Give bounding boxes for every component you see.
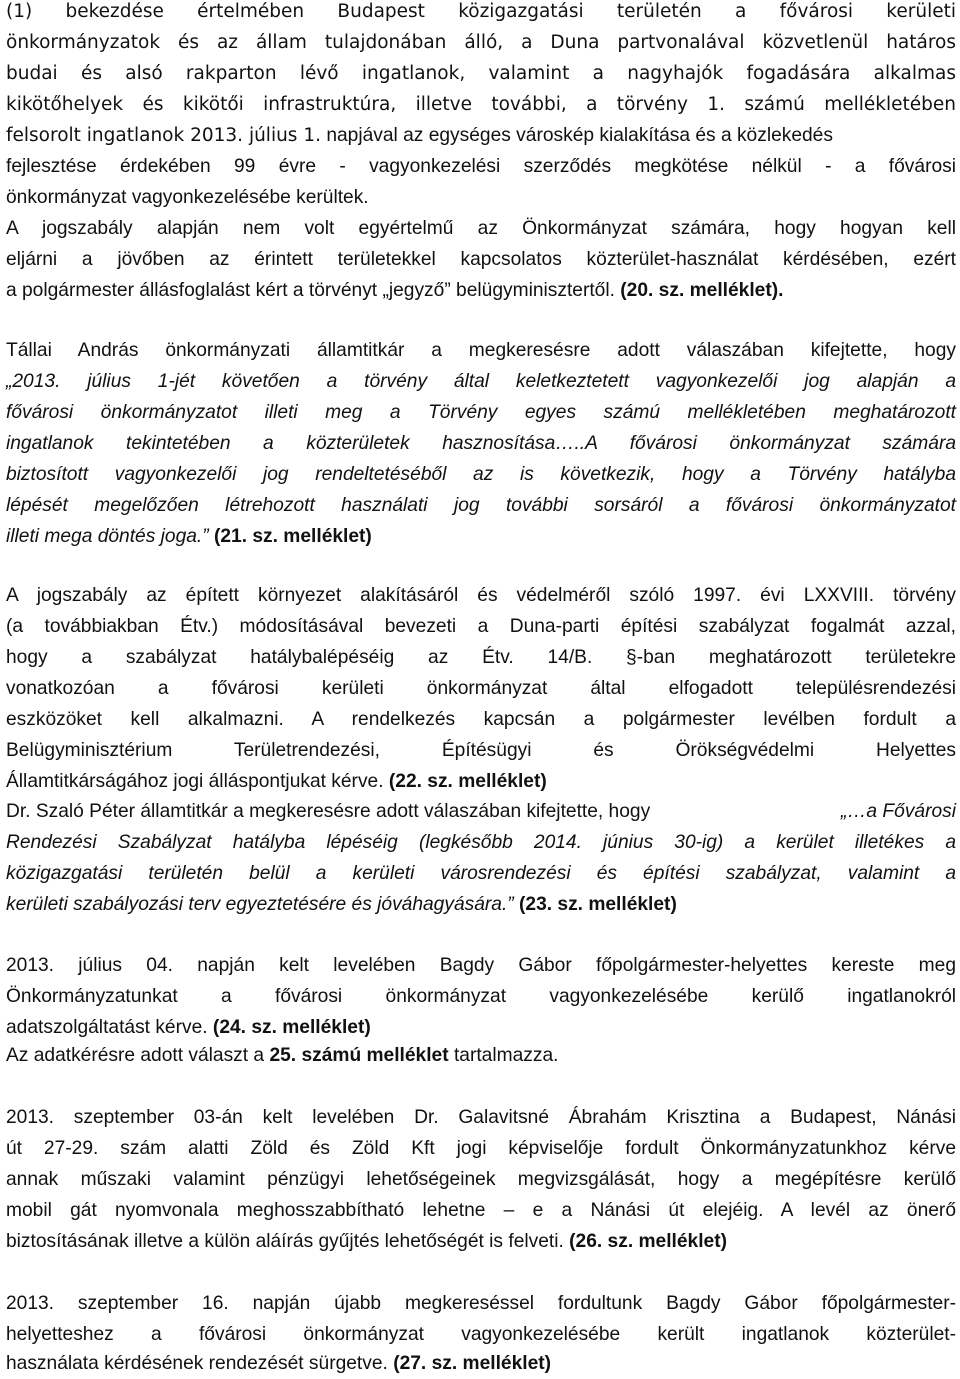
paragraph-7-line-1: 2013. szeptember 03-án kelt levelében Dr. Galavitsné Ábrahám Krisztina a Budapest, Nánási [6,1107,956,1128]
paragraph-1-line-4: kikötőhelyek és kikötői infrastruktúra, illetve további, a törvény 1. számú mellékletében [6,94,956,115]
paragraph-2-line-3-text: a polgármester állásfoglalást kért a törvényt „jegyző” belügyminisztertől. [6,280,615,301]
paragraph-4-line-3: hogy a szabályzat hatálybalépéséig az Étv. 14/B. §-ban meghatározott területekre [6,647,956,668]
paragraph-5-line-1-text: Dr. Szaló Péter államtitkár a megkeresésre adott válaszában kifejtette, hogy [6,801,651,822]
paragraph-3-line-3: fővárosi önkormányzatot illeti meg a Törvény egyes számú mellékletében meghatározott [6,402,956,423]
paragraph-3-line-4: ingatlanok tekintetében a közterületek hasznosítása…..A fővárosi önkormányzat számára [6,433,956,454]
paragraph-3-line-6: lépését megelőzően létrehozott használati jog további sorsáról a fővárosi önkormányzatot [6,495,956,516]
paragraph-6-line-1: 2013. július 04. napján kelt levelében Bagdy Gábor főpolgármester-helyettes kereste meg [6,955,956,976]
paragraph-6-line-4-end: tartalmazza. [448,1045,559,1066]
paragraph-8-line-1: 2013. szeptember 16. napján újabb megkereséssel fordultunk Bagdy Gábor főpolgármester- [6,1293,956,1314]
annex-reference-26: (26. sz. melléklet) [563,1231,727,1252]
paragraph-4-line-4: vonatkozóan a fővárosi kerületi önkormányzat által elfogadott településrendezési [6,678,956,699]
paragraph-4-line-5: eszközöket kell alkalmazni. A rendelkezés kapcsán a polgármester levélben fordult a [6,709,956,730]
paragraph-4-line-1: A jogszabály az épített környezet alakításáról és védelméről szóló 1997. évi LXXVIII. törvény [6,585,956,606]
paragraph-2-line-1: A jogszabály alapján nem volt egyértelmű az Önkormányzat számára, hogy hogyan kell [6,218,956,239]
paragraph-2-line-2: eljárni a jövőben az érintett területekkel kapcsolatos közterület-használat kérdésében, ezért [6,249,956,270]
annex-reference-20: (20. sz. melléklet). [614,280,784,301]
paragraph-7-line-5 [6,1227,956,1257]
paragraph-4-line-7 [6,767,956,797]
paragraph-6-line-4 [6,1041,956,1071]
paragraph-3-line-5: biztosított vagyonkezelői jog rendeltetéséből az is következik, hogy a Törvény hatályba [6,464,956,485]
annex-reference-27: (27. sz. melléklet) [387,1353,552,1374]
paragraph-1-line-6: fejlesztése érdekében 99 évre - vagyonkezelési szerződés megkötése nélkül - a fővárosi [6,156,956,177]
annex-reference-23: (23. sz. melléklet) [513,894,677,915]
paragraph-1-line-5-end: napjával az egységes városkép kialakítása és a közlekedés [320,125,833,146]
paragraph-1-line-2: önkormányzatok és az állam tulajdonában álló, a Duna partvonalával közvetlenül határos [6,32,956,53]
paragraph-7-line-2: út 27-29. szám alatti Zöld és Zöld Kft jogi képviselője fordult Önkormányzatunkhoz kérve [6,1138,956,1159]
paragraph-8-line-3 [6,1349,956,1379]
paragraph-1-line-3: budai és alsó rakparton lévő ingatlanok, valamint a nagyhajók fogadására alkalmas [6,63,956,84]
annex-reference-22: (22. sz. melléklet) [383,771,547,792]
paragraph-1-line-1: (1) bekezdése értelmében Budapest közigazgatási területén a fővárosi kerületi [6,1,956,22]
paragraph-6-line-3-text: adatszolgáltatást kérve. [6,1017,208,1038]
paragraph-4-line-6: Belügyminisztérium Területrendezési, Építésügyi és Örökségvédelmi Helyettes [6,740,956,761]
annex-reference-25: 25. számú melléklet [269,1045,449,1066]
paragraph-5-line-4 [6,890,956,920]
paragraph-5-line-2: Rendezési Szabályzat hatályba lépéséig (legkésőbb 2014. június 30-ig) a kerület illetékes a [6,832,956,853]
paragraph-8-line-2: helyetteshez a fővárosi önkormányzat vagyonkezelésébe került ingatlanok közterület- [6,1324,956,1345]
paragraph-7-line-3: annak műszaki valamint pénzügyi lehetőségeinek megvizsgálását, hogy a megépítésre kerülő [6,1169,956,1190]
quote-start: „…a Fővárosi [840,801,956,822]
paragraph-8-line-3-text: használata kérdésének rendezését sürgetve. [6,1353,388,1374]
quote-end: illeti mega döntés joga.” [6,526,209,547]
paragraph-5-line-1 [6,797,956,827]
paragraph-4-line-7-text: Államtitkárságához jogi álláspontjukat kérve. [6,771,384,792]
paragraph-3-line-7 [6,522,956,552]
paragraph-7-line-4: mobil gát nyomvonala meghosszabbítható lehetne – e a Nánási út elejéig. A levél az önerő [6,1200,956,1221]
paragraph-6-line-4-start: Az adatkérésre adott választ a [6,1045,270,1066]
paragraph-7-line-5-text: biztosításának illetve a külön aláírás gyűjtés lehetőségét is felveti. [6,1231,564,1252]
paragraph-6-line-2: Önkormányzatunkat a fővárosi önkormányzat vagyonkezelésébe kerülő ingatlanokról [6,986,956,1007]
paragraph-5-quote-end: kerületi szabályozási terv egyeztetésére és jóváhagyására.” [6,894,514,915]
annex-reference-21: (21. sz. melléklet) [208,526,372,547]
paragraph-1-line-5 [6,121,956,151]
paragraph-4-line-2: (a továbbiakban Étv.) módosításával bevezeti a Duna-parti építési szabályzat fogalmát azzal, [6,616,956,637]
paragraph-6-line-3 [6,1013,956,1043]
paragraph-3-line-1: Tállai András önkormányzati államtitkár a megkeresésre adott válaszában kifejtette, hogy [6,340,956,361]
annex-reference-24: (24. sz. melléklet) [207,1017,371,1038]
paragraph-5-line-3: közigazgatási területén belül a kerületi városrendezési és építési szabályzat, valamint a [6,863,956,884]
paragraph-2-line-3 [6,276,956,306]
paragraph-1-line-7: önkormányzat vagyonkezelésébe kerültek. [6,187,369,208]
paragraph-1-line-5-start: felsorolt ingatlanok 2013. július 1. [6,125,321,146]
paragraph-3-line-2: „2013. július 1-jét követően a törvény által keletkeztetett vagyonkezelői jog alapján a [6,371,956,392]
